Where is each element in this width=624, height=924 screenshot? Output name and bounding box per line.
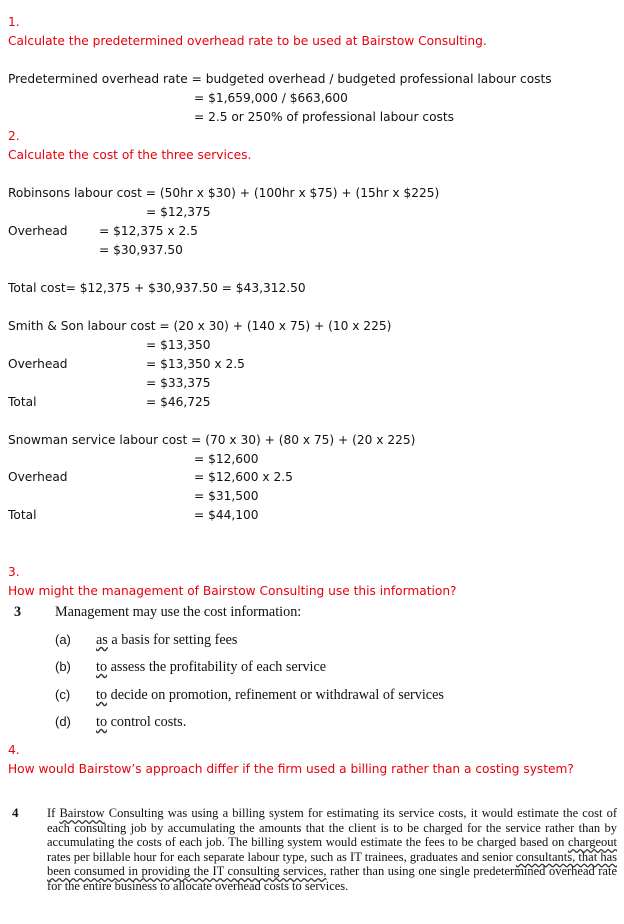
robinsons-overhead-label: Overhead (8, 224, 68, 238)
q1-calc-line: = $1,659,000 / $663,600 (194, 91, 348, 105)
q3-item-c-label: (c) (55, 687, 71, 702)
robinsons-overhead-calc: = $12,375 x 2.5 (99, 224, 198, 238)
robinsons-overhead-total: = $30,937.50 (99, 243, 183, 257)
q3-item-b: to assess the profitability of each service (96, 659, 327, 675)
q4-answer-paragraph: If Bairstow Consulting was using a billing system for estimating its service costs, it would estimate the cost of each consulting job by accumulating the amounts that the client is to be charged for the service rather than by accumulating the costs of each job. The billing system would estimate the fees to be charged based on chargeout rates per billable hour for each separate labour type, such as IT trainees, graduates and senior consultants, that has been consumed in providing the IT consulting services, rather than using one single predetermined overhead rate for the entire business to allocate overhead costs to services. (47, 806, 617, 893)
q4-question: How would Bairstow’s approach differ if the firm used a billing rather than a costing system? (8, 762, 574, 776)
q1-number: 1. (8, 15, 20, 29)
q1-result-line: = 2.5 or 250% of professional labour costs (194, 110, 455, 124)
snowman-labour-total: = $12,600 (194, 452, 259, 466)
q4-number: 4. (8, 743, 20, 757)
robinsons-labour: Robinsons labour cost = (50hr x $30) + (100hr x $75) + (15hr x $225) (8, 186, 440, 200)
q3-answer-number: 3 (14, 604, 22, 620)
smith-overhead-total: = $33,375 (146, 376, 211, 390)
q2-question: Calculate the cost of the three services. (8, 148, 252, 162)
smith-labour-total: = $13,350 (146, 338, 211, 352)
smith-overhead-label: Overhead (8, 357, 68, 371)
q3-question: How might the management of Bairstow Consulting use this information? (8, 584, 457, 598)
q3-item-b-label: (b) (55, 659, 71, 674)
q3-item-d: to control costs. (96, 714, 187, 730)
smith-overhead-calc: = $13,350 x 2.5 (146, 357, 245, 371)
q3-item-a-label: (a) (55, 632, 71, 647)
q3-item-c: to decide on promotion, refinement or withdrawal of services (96, 687, 444, 703)
q1-formula: Predetermined overhead rate = budgeted overhead / budgeted professional labour costs (8, 72, 552, 86)
snowman-overhead-total: = $31,500 (194, 489, 259, 503)
q3-item-d-label: (d) (55, 714, 71, 729)
q3-answer-intro: Management may use the cost information: (55, 604, 302, 620)
snowman-labour: Snowman service labour cost = (70 x 30) + (80 x 75) + (20 x 225) (8, 433, 416, 447)
snowman-overhead-calc: = $12,600 x 2.5 (194, 470, 293, 484)
smith-total: = $46,725 (146, 395, 211, 409)
robinsons-total: Total cost= $12,375 + $30,937.50 = $43,312.50 (8, 281, 306, 295)
smith-labour: Smith & Son labour cost = (20 x 30) + (140 x 75) + (10 x 225) (8, 319, 392, 333)
robinsons-labour-total: = $12,375 (146, 205, 211, 219)
snowman-total-label: Total (8, 508, 37, 522)
q1-question: Calculate the predetermined overhead rate to be used at Bairstow Consulting. (8, 34, 487, 48)
q4-answer-number: 4 (12, 805, 19, 820)
snowman-overhead-label: Overhead (8, 470, 68, 484)
q3-number: 3. (8, 565, 20, 579)
q2-number: 2. (8, 129, 20, 143)
snowman-total: = $44,100 (194, 508, 259, 522)
smith-total-label: Total (8, 395, 37, 409)
q3-item-a: as a basis for setting fees (96, 632, 238, 648)
